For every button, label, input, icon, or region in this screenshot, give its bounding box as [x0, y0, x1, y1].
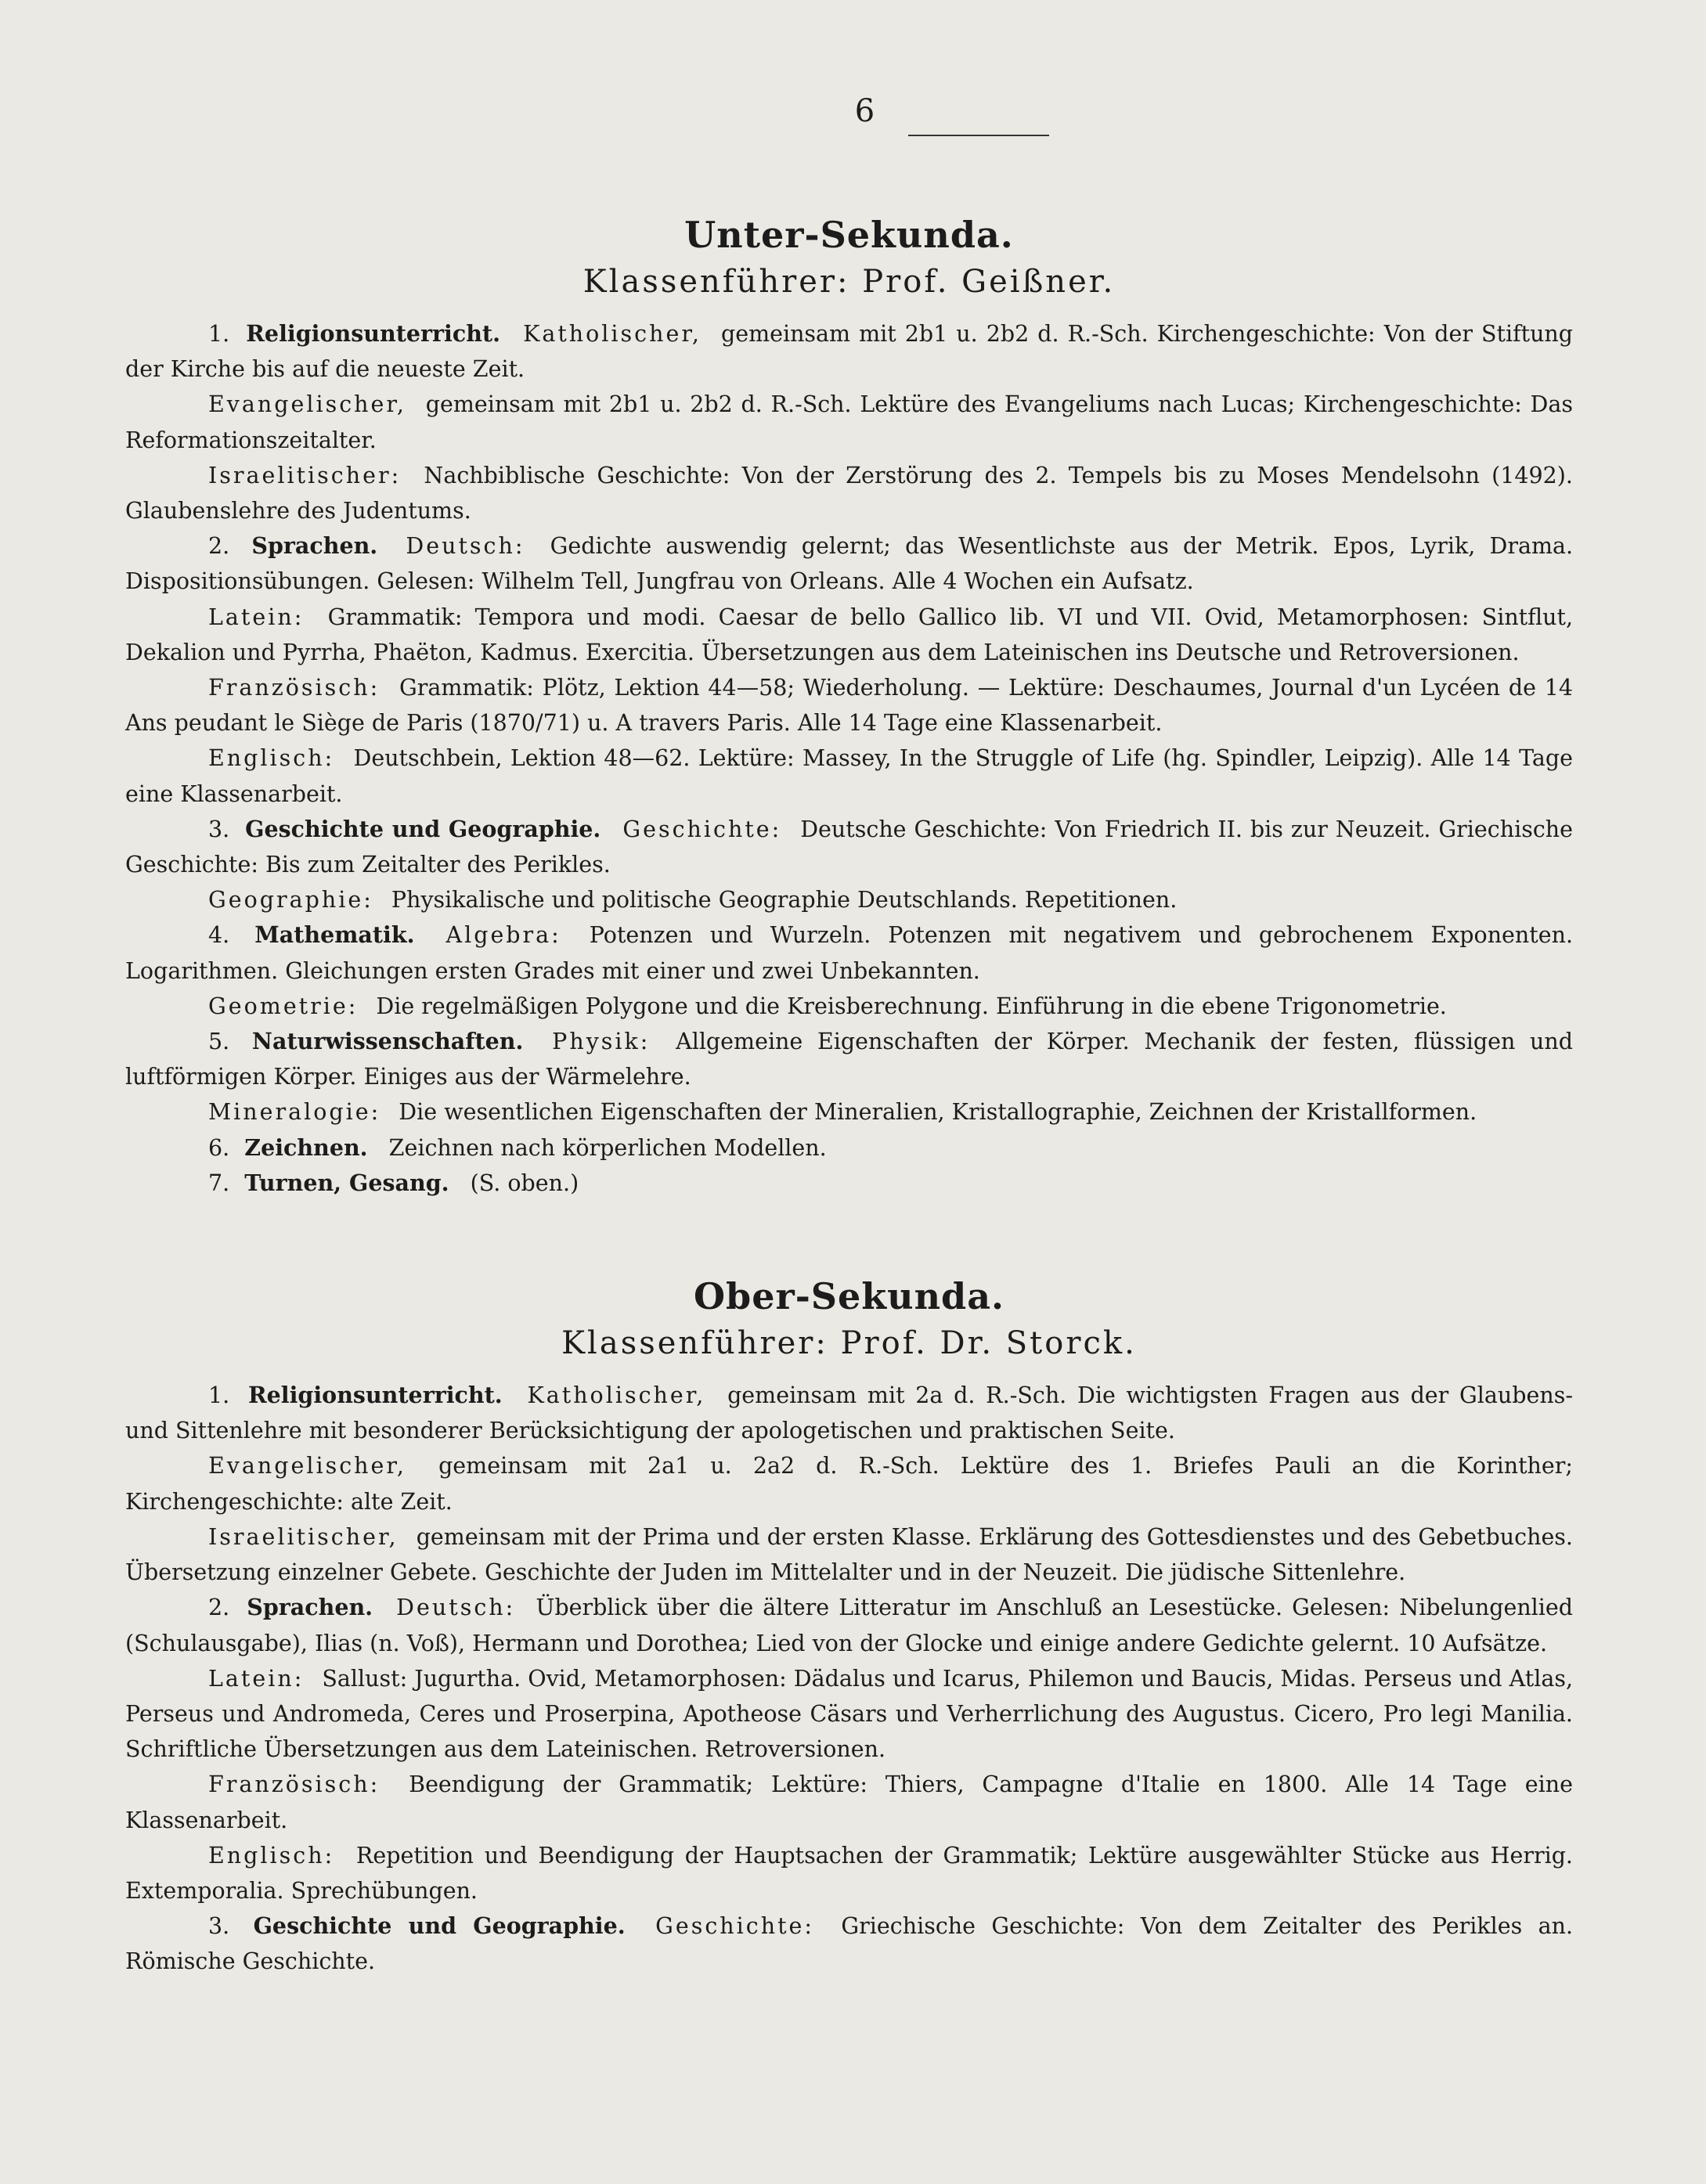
curriculum-entry [125, 1519, 1573, 1590]
subject-heading: Turnen, Gesang. [244, 1169, 449, 1196]
curriculum-entry [125, 1130, 1573, 1166]
entry-text: Physikalische und politische Geographie Deutschlands. Repetitionen. [391, 887, 1178, 914]
topic-label: Israelitischer, [208, 1523, 399, 1550]
topic-label: Deutsch: [396, 1595, 516, 1621]
entry-text: Zeichnen nach körperlichen Modellen. [388, 1134, 827, 1161]
subject-heading: Religionsunterricht. [247, 1382, 503, 1409]
topic-label: Katholischer, [527, 1382, 706, 1409]
entry-list [125, 1378, 1573, 1979]
entry-list [125, 316, 1573, 1201]
entry-text: (S. oben.) [470, 1169, 579, 1196]
subject-heading: Geschichte und Geographie. [253, 1912, 626, 1940]
class-teacher: Klassenführer: Prof. Dr. Storck. [561, 1325, 1137, 1362]
entry-text: Grammatik: Plötz, Lektion 44—58; Wiederholung. — Lektüre: Deschaumes, Journal d'un Lycéen de 14 Ans peudant le Siège de Paris (1870/71) u. A travers Paris. Alle 14 Tage eine Klassenarbeit. [125, 675, 1573, 737]
entry-text: Die wesentlichen Eigenschaften der Mineralien, Kristallographie, Zeichnen der Kristallformen. [399, 1099, 1477, 1126]
topic-label: Katholischer, [523, 321, 702, 347]
curriculum-entry [125, 917, 1573, 988]
entry-text: Nachbiblische Geschichte: Von der Zerstörung des 2. Tempels bis zu Moses Mendelsohn (1492). Glaubenslehre des Judentums. [125, 462, 1573, 524]
curriculum-entry [125, 1838, 1573, 1908]
entry-number: 5. [208, 1029, 230, 1055]
curriculum-entry [125, 1378, 1573, 1448]
entry-text: Grammatik: Tempora und modi. Caesar de bello Gallico lib. VI und VII. Ovid, Metamorphosen: Sintflut, Dekalion und Pyrrha, Phaëton, Kadmus. Exercitia. Übersetzungen aus dem Lateinischen ins Deutsche und Retroversionen. [125, 604, 1574, 665]
entry-text: Die regelmäßigen Polygone und die Kreisberechnung. Einführung in die ebene Trigonometrie. [376, 993, 1447, 1019]
curriculum-entry [125, 989, 1573, 1024]
section-ober-sekunda [125, 1273, 1573, 1979]
topic-label: Mineralogie: [208, 1099, 381, 1126]
section-title: Unter-Sekunda. [684, 214, 1014, 256]
curriculum-entry [125, 600, 1573, 670]
section-title: Ober-Sekunda. [693, 1275, 1005, 1318]
curriculum-entry [125, 1908, 1573, 1979]
subject-heading: Zeichnen. [244, 1133, 368, 1161]
section-unter-sekunda [125, 211, 1573, 1201]
entry-text: gemeinsam mit 2a d. R.-Sch. Die wichtigsten Fragen aus der Glaubens- und Sittenlehre mit besonderer Berücksichtigung der apologetischen und praktischen Seite. [125, 1382, 1573, 1444]
entry-number: 3. [208, 1913, 230, 1940]
topic-label: Geschichte: [622, 816, 782, 842]
entry-text: Gedichte auswendig gelernt; das Wesentlichste aus der Metrik. Epos, Lyrik, Drama. Dispositionsübungen. Gelesen: Wilhelm Tell, Jungfrau von Orleans. Alle 4 Wochen ein Aufsatz. [125, 533, 1574, 595]
topic-label: Englisch: [208, 1842, 335, 1869]
entry-text: Überblick über die ältere Litteratur im Anschluß an Lesestücke. Gelesen: Nibelungenlied (Schulausgabe), Ilias (n. Voß), Hermann und Dorothea; Lied von der Glocke und einige andere Gedichte gelernt. 10 Aufsätze. [125, 1595, 1574, 1656]
entry-number: 2. [208, 533, 230, 560]
entry-number: 6. [208, 1134, 230, 1161]
subject-heading: Sprachen. [251, 532, 378, 560]
topic-label: Latein: [208, 1665, 305, 1692]
subject-heading: Religionsunterricht. [246, 320, 501, 347]
topic-label: Englisch: [208, 745, 335, 772]
page-number-rule [908, 135, 1049, 136]
entry-text: Deutsche Geschichte: Von Friedrich II. bis zur Neuzeit. Griechische Geschichte: Bis zum Zeitalter des Perikles. [125, 816, 1574, 878]
subject-heading: Geschichte und Geographie. [245, 815, 601, 842]
curriculum-entry [125, 670, 1573, 741]
entry-text: Allgemeine Eigenschaften der Körper. Mechanik der festen, flüssigen und luftförmigen Körper. Einiges aus der Wärmelehre. [125, 1029, 1573, 1090]
topic-label: Israelitischer: [208, 462, 402, 488]
entry-text: Deutschbein, Lektion 48—62. Lektüre: Massey, In the Struggle of Life (hg. Spindler, Leipzig). Alle 14 Tage eine Klassenarbeit. [125, 745, 1573, 807]
topic-label: Französisch: [208, 1771, 381, 1798]
topic-label: Geschichte: [655, 1913, 814, 1940]
class-teacher: Klassenführer: Prof. Geißner. [582, 264, 1116, 300]
curriculum-entry [125, 741, 1573, 811]
entry-number: 1. [208, 321, 230, 347]
entry-text: Sallust: Jugurtha. Ovid, Metamorphosen: Dädalus und Icarus, Philemon und Baucis, Midas. Perseus und Atlas, Perseus und Andromeda, Ceres und Proserpina, Apotheose Cäsars und Verherrlichung des Augustus. Cicero, Pro legi Manilia. Schriftliche Übersetzungen aus dem Lateinischen. Retroversionen. [125, 1665, 1574, 1763]
topic-label: Deutsch: [406, 533, 525, 560]
curriculum-entry [125, 1590, 1573, 1660]
curriculum-entry [125, 882, 1573, 917]
entry-text: Potenzen und Wurzeln. Potenzen mit negativem und gebrochenem Exponenten. Logarithmen. Gleichungen ersten Grades mit einer und zwei Unbekannten. [125, 922, 1573, 984]
entry-text: gemeinsam mit 2b1 u. 2b2 d. R.-Sch. Kirchengeschichte: Von der Stiftung der Kirche bis auf die neueste Zeit. [125, 321, 1574, 383]
topic-label: Evangelischer, [208, 1453, 406, 1479]
entry-text: Beendigung der Grammatik; Lektüre: Thiers, Campagne d'Italie en 1800. Alle 14 Tage eine Klassenarbeit. [125, 1771, 1573, 1833]
curriculum-entry [125, 1767, 1573, 1837]
entry-number: 3. [208, 816, 230, 842]
curriculum-entry [125, 1661, 1573, 1768]
curriculum-entry [125, 528, 1573, 599]
topic-label: Physik: [552, 1029, 651, 1055]
topic-label: Algebra: [445, 922, 561, 949]
entry-number: 4. [208, 922, 230, 949]
topic-label: Französisch: [208, 675, 381, 701]
subject-heading: Mathematik. [254, 921, 415, 949]
curriculum-entry [125, 387, 1573, 457]
entry-text: gemeinsam mit 2b1 u. 2b2 d. R.-Sch. Lektüre des Evangeliums nach Lucas; Kirchengeschichte: Das Reformationszeitalter. [125, 391, 1574, 453]
curriculum-entry [125, 1094, 1573, 1130]
subject-heading: Sprachen. [247, 1594, 373, 1621]
curriculum-entry [125, 458, 1573, 528]
entry-text: Griechische Geschichte: Von dem Zeitalter des Perikles an. Römische Geschichte. [125, 1913, 1574, 1975]
entry-number: 7. [208, 1169, 230, 1196]
entry-number: 1. [208, 1382, 230, 1409]
topic-label: Geometrie: [208, 993, 359, 1019]
curriculum-entry [125, 812, 1573, 882]
page-number: 6 [854, 93, 875, 129]
entry-text: Repetition und Beendigung der Hauptsachen der Grammatik; Lektüre ausgewählter Stücke aus Herrig. Extemporalia. Sprechübungen. [125, 1842, 1573, 1904]
topic-label: Latein: [208, 604, 305, 630]
topic-label: Evangelischer, [208, 391, 406, 418]
curriculum-entry [125, 1166, 1573, 1201]
entry-text: gemeinsam mit 2a1 u. 2a2 d. R.-Sch. Lektüre des 1. Briefes Pauli an die Korinther; Kirchengeschichte: alte Zeit. [125, 1453, 1574, 1515]
topic-label: Geographie: [208, 887, 373, 914]
curriculum-entry [125, 1024, 1573, 1094]
entry-text: gemeinsam mit der Prima und der ersten Klasse. Erklärung des Gottesdienstes und des Gebetbuches. Übersetzung einzelner Gebete. Geschichte der Juden im Mittelalter und in der Neuzeit. Die jüdische Sittenlehre. [125, 1523, 1573, 1586]
subject-heading: Naturwissenschaften. [251, 1028, 524, 1055]
curriculum-entry [125, 316, 1573, 387]
curriculum-entry [125, 1448, 1573, 1519]
entry-number: 2. [208, 1595, 230, 1621]
